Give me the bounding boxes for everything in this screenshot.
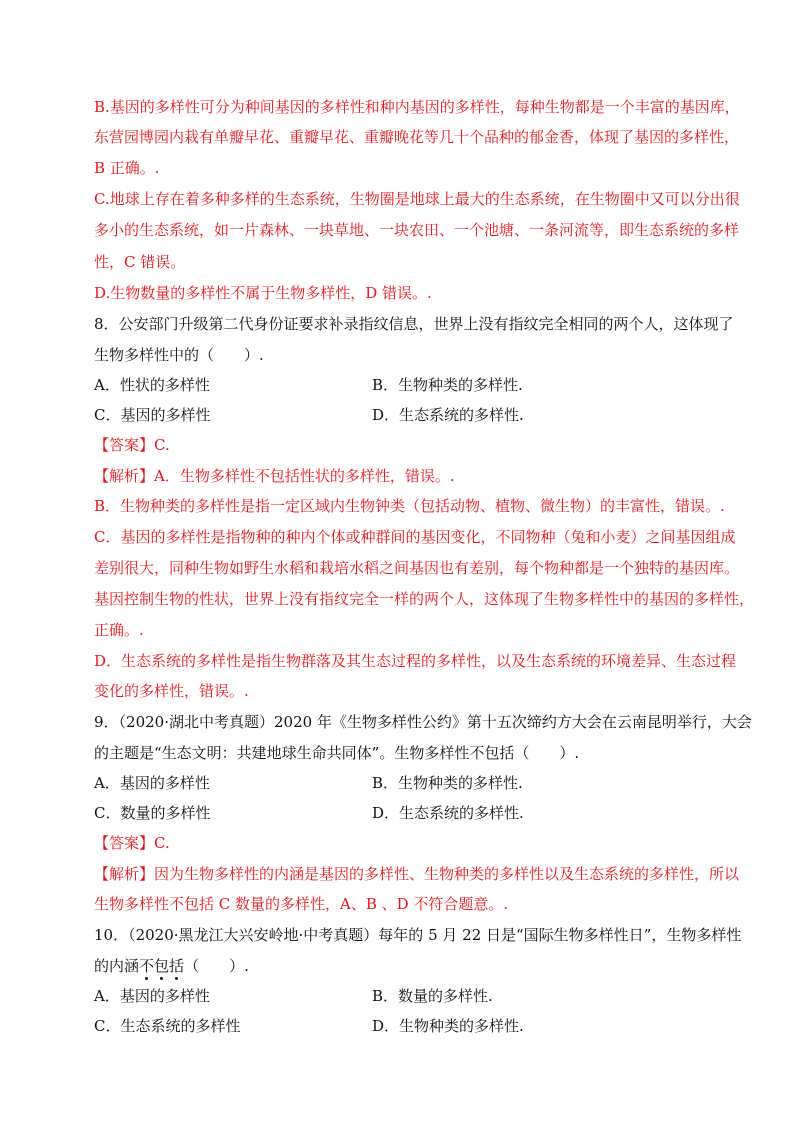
question-10-stem-suffix: （ ）. bbox=[184, 957, 249, 975]
question-9-option-d: D．生态系统的多样性. bbox=[372, 804, 524, 822]
explanation-c-line-1: C.地球上存在着多种多样的生态系统，生物圈是地球上最大的生态系统，在生物圈中又可以分出很 bbox=[94, 190, 740, 208]
question-8-analysis-d-line-2: 变化的多样性，错误。. bbox=[94, 682, 249, 700]
question-9-option-a: A．基因的多样性 bbox=[94, 774, 210, 792]
question-8-option-d: D．生态系统的多样性. bbox=[372, 406, 524, 424]
question-8-analysis-c-line-4: 正确。. bbox=[94, 621, 144, 639]
question-9-analysis-line-2: 生物多样性不包括 C 数量的多样性，A、B 、D 不符合题意。. bbox=[94, 895, 509, 913]
explanation-c-line-3: 性，C 错误。 bbox=[94, 253, 186, 271]
emphasis-char-2: 包 bbox=[154, 957, 170, 975]
question-10-stem-prefix: 的内涵 bbox=[94, 957, 140, 975]
explanation-d-line-1: D.生物数量的多样性不属于生物多样性，D 错误。. bbox=[94, 284, 432, 302]
question-8-analysis-c-line-2: 差别很大，同种生物如野生水稻和栽培水稻之间基因也有差别，每个物种都是一个独特的基因库。 bbox=[94, 559, 740, 577]
question-8-analysis-c-line-3: 基因控制生物的性状，世界上没有指纹完全一样的两个人，这体现了生物多样性中的基因的多样性， bbox=[94, 590, 755, 608]
question-10-option-b: B．数量的多样性. bbox=[372, 987, 493, 1005]
question-8-option-c: C．基因的多样性 bbox=[94, 406, 211, 424]
question-8-answer: 【答案】C. bbox=[94, 436, 170, 454]
question-8-stem-line-1: 8．公安部门升级第二代身份证要求补录指纹信息，世界上没有指纹完全相同的两个人，这体现了 bbox=[94, 315, 734, 333]
emphasis-char-3: 括 bbox=[169, 957, 185, 975]
question-9-analysis-line-1: 【解析】因为生物多样性的内涵是基因的多样性、生物种类的多样性以及生态系统的多样性，所以 bbox=[94, 865, 740, 883]
question-9-option-b: B．生物种类的多样性. bbox=[372, 774, 523, 792]
explanation-b-line-1: B.基因的多样性可分为种间基因的多样性和种内基因的多样性，每种生物都是一个丰富的基因库， bbox=[94, 98, 740, 116]
question-9-option-c: C．数量的多样性 bbox=[94, 804, 211, 822]
question-8-option-b: B．生物种类的多样性. bbox=[372, 376, 523, 394]
question-10-option-d: D．生物种类的多样性. bbox=[372, 1017, 524, 1035]
question-10-option-a: A．基因的多样性 bbox=[94, 987, 210, 1005]
question-8-analysis-b: B．生物种类的多样性是指一定区域内生物钟类（包括动物、植物、微生物）的丰富性，错误。. bbox=[94, 497, 725, 515]
question-8-analysis-c-line-1: C．基因的多样性是指物种的种内个体或种群间的基因变化，不同物种（兔和小麦）之间基因组成 bbox=[94, 528, 736, 546]
question-8-stem-line-2: 生物多样性中的（ ）. bbox=[94, 346, 264, 364]
question-8-analysis-a: 【解析】A．生物多样性不包括性状的多样性，错误。. bbox=[94, 467, 455, 485]
question-10-stem-line-1: 10．（2020·黑龙江大兴安岭地·中考真题）每年的 5 月 22 日是“国际生物多样性日”，生物多样性 bbox=[94, 926, 742, 944]
question-8-analysis-d-line-1: D．生态系统的多样性是指生物群落及其生态过程的多样性，以及生态系统的环境差异、生态过程 bbox=[94, 652, 737, 670]
emphasis-char-1: 不 bbox=[139, 957, 155, 975]
question-9-stem-line-2: 的主题是“生态文明：共建地球生命共同体”。生物多样性不包括（ ）. bbox=[94, 744, 580, 762]
explanation-b-line-2: 东营园博园内栽有单瓣早花、重瓣早花、重瓣晚花等几十个品种的郁金香，体现了基因的多样性， bbox=[94, 128, 740, 146]
question-9-answer: 【答案】C. bbox=[94, 834, 170, 852]
question-10-stem-line-2 bbox=[94, 956, 249, 976]
explanation-c-line-2: 多小的生态系统，如一片森林、一块草地、一块农田、一个池塘、一条河流等，即生态系统的多样 bbox=[94, 221, 740, 239]
question-10-option-c: C．生态系统的多样性 bbox=[94, 1017, 241, 1035]
question-8-option-a: A．性状的多样性 bbox=[94, 376, 210, 394]
explanation-b-line-3: B 正确。. bbox=[94, 159, 160, 177]
question-9-stem-line-1: 9．（2020·湖北中考真题）2020 年《生物多样性公约》第十五次缔约方大会在云南昆明举行，大会 bbox=[94, 713, 752, 731]
